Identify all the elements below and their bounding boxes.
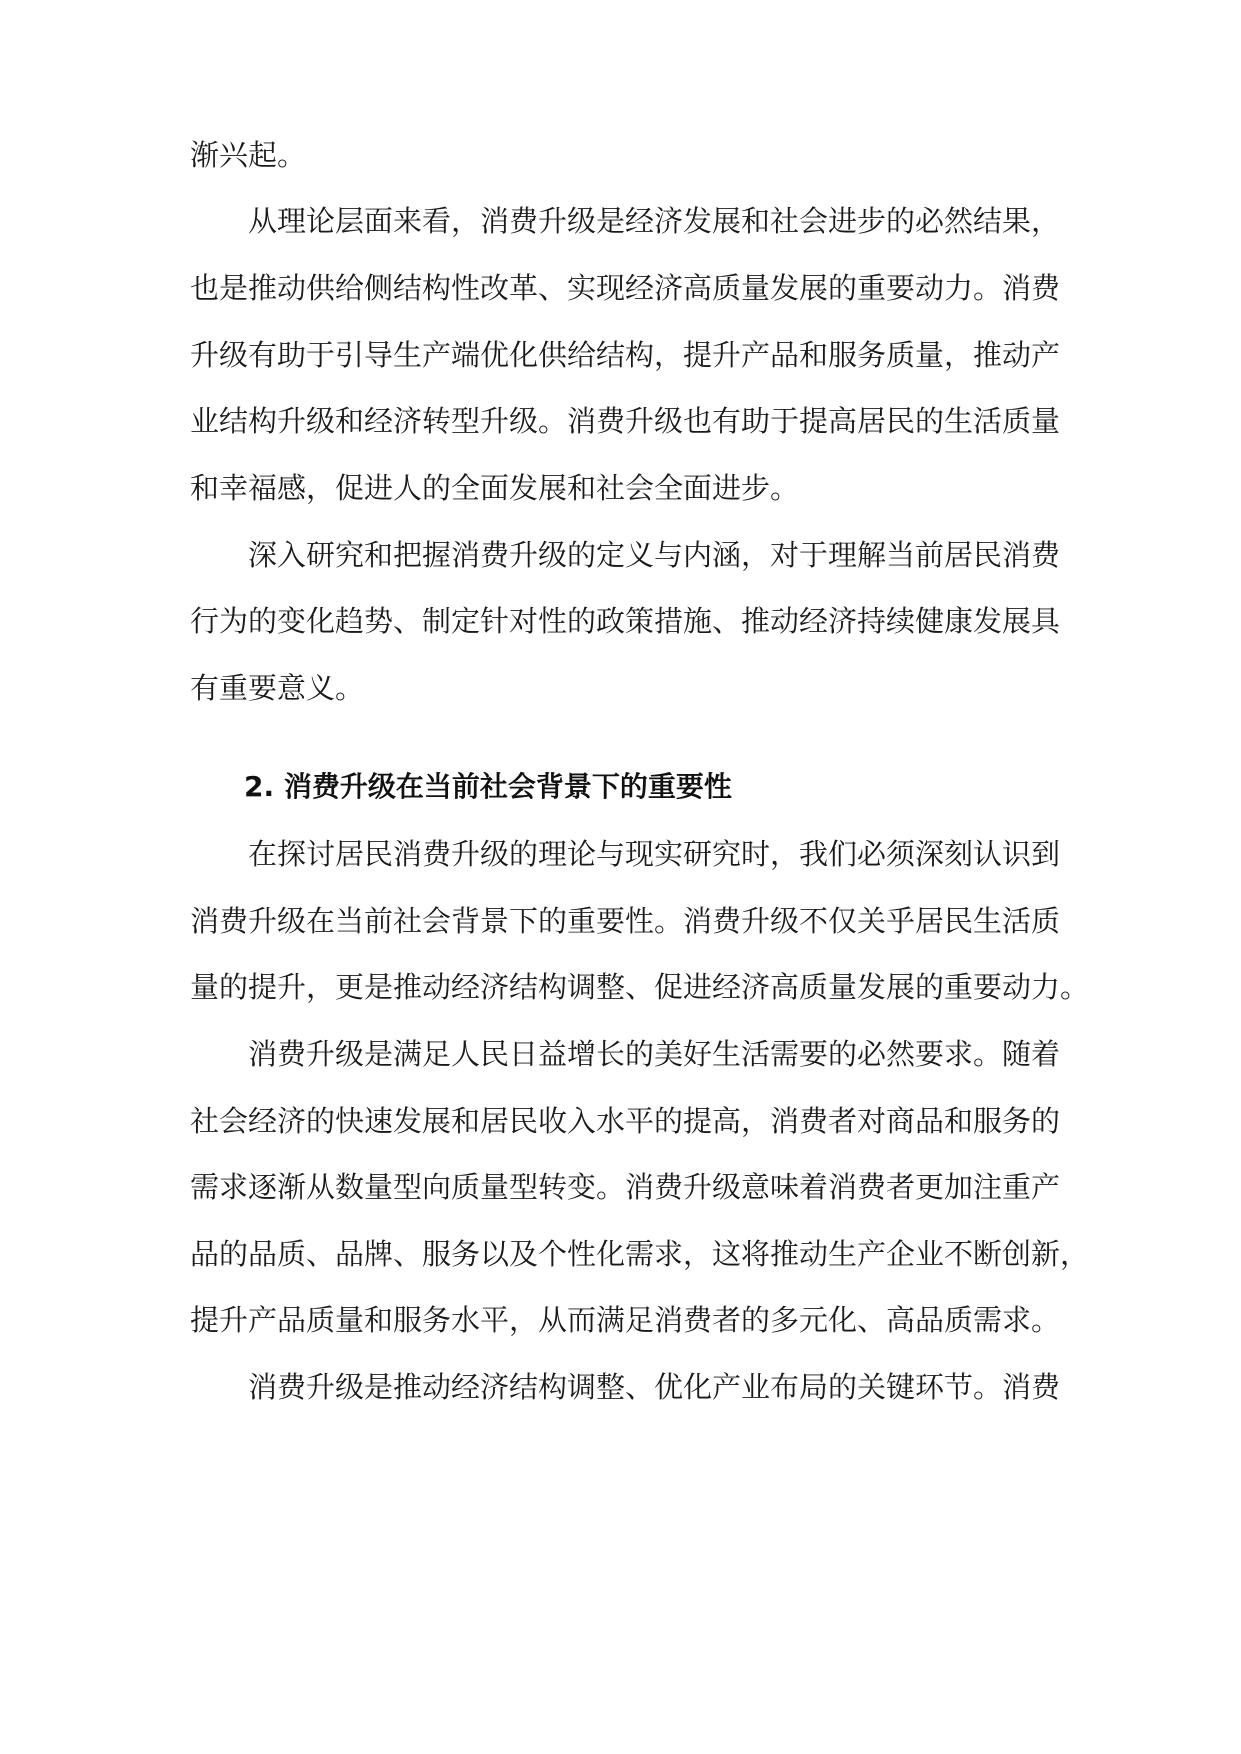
paragraph-line: 量的提升，更是推动经济结构调整、促进经济高质量发展的重要动力。 [190,970,1090,1004]
paragraph-line: 行为的变化趋势、制定针对性的政策措施、推动经济持续健康发展具 [190,604,1061,638]
paragraph-line: 有重要意义。 [190,671,365,705]
paragraph-line: 也是推动供给侧结构性改革、实现经济高质量发展的重要动力。消费 [190,271,1061,305]
paragraph-line: 需求逐渐从数量型向质量型转变。消费升级意味着消费者更加注重产 [190,1170,1061,1204]
paragraph-line: 消费升级是满足人民日益增长的美好生活需要的必然要求。随着 [248,1037,1061,1071]
paragraph-line: 升级有助于引导生产端优化供给结构，提升产品和服务质量，推动产 [190,338,1061,372]
paragraph-line: 从理论层面来看，消费升级是经济发展和社会进步的必然结果， [248,204,1061,238]
paragraph-line: 和幸福感，促进人的全面发展和社会全面进步。 [190,471,800,505]
paragraph-line: 渐兴起。 [190,138,307,172]
paragraph-line: 在探讨居民消费升级的理论与现实研究时，我们必须深刻认识到 [248,837,1061,871]
section-heading: 2. 消费升级在当前社会背景下的重要性 [244,770,732,803]
paragraph-line: 消费升级在当前社会背景下的重要性。消费升级不仅关乎居民生活质 [190,904,1061,938]
paragraph-line: 社会经济的快速发展和居民收入水平的提高，消费者对商品和服务的 [190,1104,1061,1138]
paragraph-line: 深入研究和把握消费升级的定义与内涵，对于理解当前居民消费 [248,538,1061,572]
paragraph-line: 品的品质、品牌、服务以及个性化需求，这将推动生产企业不断创新， [190,1237,1090,1271]
paragraph-line: 业结构升级和经济转型升级。消费升级也有助于提高居民的生活质量 [190,404,1061,438]
paragraph-line: 消费升级是推动经济结构调整、优化产业布局的关键环节。消费 [248,1370,1061,1404]
paragraph-line: 提升产品质量和服务水平，从而满足消费者的多元化、高品质需求。 [190,1303,1061,1337]
